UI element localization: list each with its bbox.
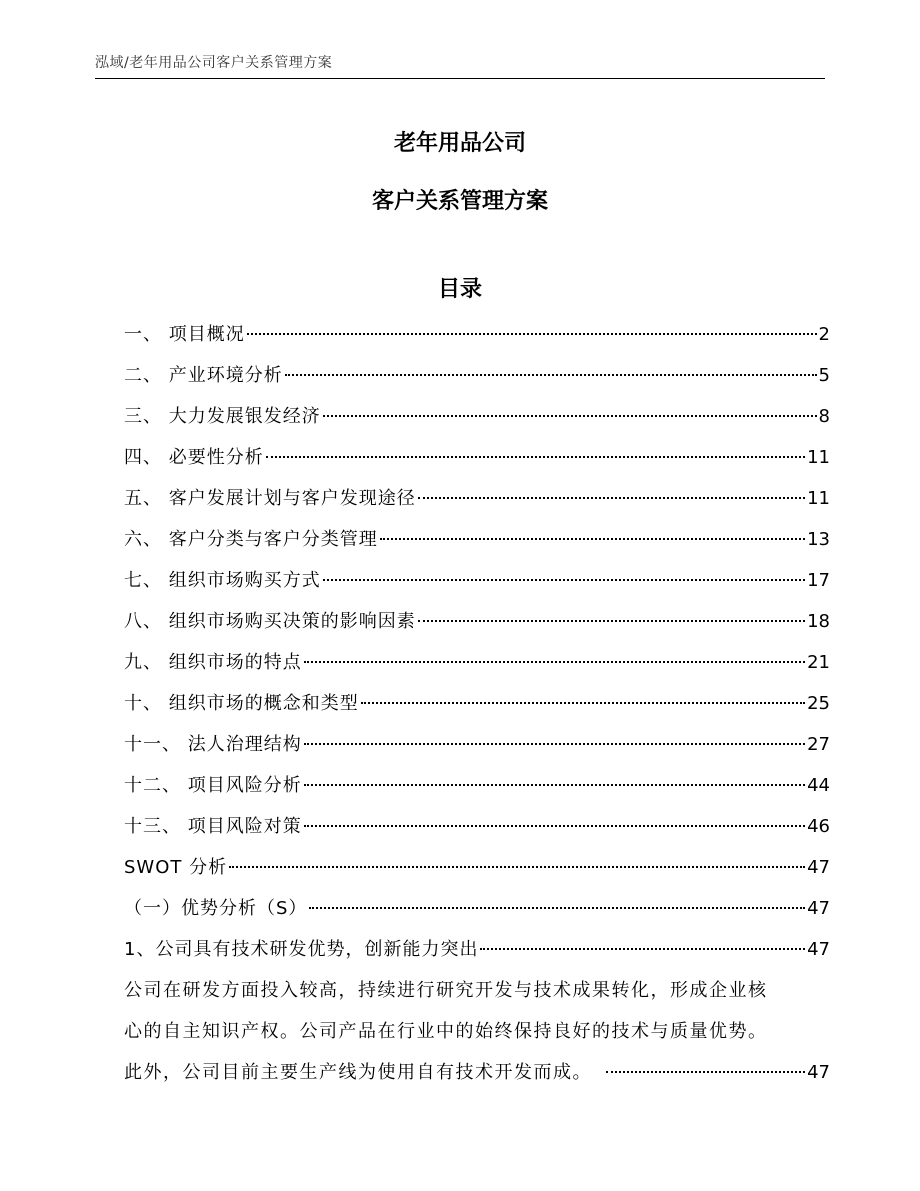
toc-entry-page: 46: [807, 816, 830, 837]
document-subtitle: 客户关系管理方案: [371, 189, 548, 214]
toc-entry-page: 2: [818, 324, 830, 345]
toc-entry-label: 一、 项目概况: [124, 324, 245, 345]
running-header: 泓域/老年用品公司客户关系管理方案: [95, 52, 825, 79]
dot-leader: [304, 784, 805, 786]
document-title: 老年用品公司: [393, 131, 526, 156]
dot-leader: [285, 374, 817, 376]
toc-entry[interactable]: [124, 812, 830, 853]
dot-leader: [229, 866, 805, 868]
toc-entry[interactable]: [124, 361, 830, 402]
toc-entry[interactable]: [124, 484, 830, 525]
toc-entry-page: 11: [807, 447, 830, 468]
toc-entry[interactable]: [124, 525, 830, 566]
toc-entry[interactable]: [124, 443, 830, 484]
toc-entry[interactable]: [124, 320, 830, 361]
toc-entry[interactable]: [124, 730, 830, 771]
toc-entry-page: 21: [807, 652, 830, 673]
toc-entry-page: 47: [807, 857, 830, 878]
dot-leader: [266, 456, 805, 458]
toc-entry[interactable]: [124, 402, 830, 443]
dot-leader: [418, 497, 805, 499]
dot-leader: [380, 538, 805, 540]
dot-leader: [247, 333, 817, 335]
toc-entry[interactable]: [124, 771, 830, 812]
toc-entry-label: 十一、 法人治理结构: [124, 734, 302, 755]
dot-leader: [309, 907, 805, 909]
toc-entry[interactable]: [124, 1058, 830, 1099]
toc-entry-page: 18: [807, 611, 830, 632]
toc-entry-label: 六、 客户分类与客户分类管理: [124, 529, 378, 550]
toc-entry-label: 八、 组织市场购买决策的影响因素: [124, 611, 416, 632]
toc-entry-page: 47: [807, 898, 830, 919]
toc-entry[interactable]: [124, 935, 830, 976]
toc-entry-page: 8: [818, 406, 830, 427]
toc-entry-label: 十三、 项目风险对策: [124, 816, 302, 837]
toc-entry-label: （一）优势分析（S）: [124, 898, 308, 919]
dot-leader: [480, 948, 805, 950]
dot-leader: [606, 1071, 805, 1073]
toc-entry-page: 27: [807, 734, 830, 755]
toc-entry-label: 十二、 项目风险分析: [124, 775, 302, 796]
toc-entry[interactable]: [124, 566, 830, 607]
toc-entry[interactable]: [124, 894, 830, 935]
toc-entry-page: 47: [807, 1062, 830, 1083]
toc-entry-page: 13: [807, 529, 830, 550]
toc-entry-label: 二、 产业环境分析: [124, 365, 283, 386]
toc-entry[interactable]: [124, 648, 830, 689]
toc-entry-label: SWOT 分析: [124, 857, 228, 878]
toc-entry[interactable]: [124, 853, 830, 894]
table-of-contents: [124, 320, 830, 1099]
toc-heading: 目录: [437, 277, 482, 302]
toc-entry-page: 5: [818, 365, 830, 386]
toc-entry-page: 44: [807, 775, 830, 796]
toc-entry-label: 十、 组织市场的概念和类型: [124, 693, 359, 714]
toc-entry[interactable]: [124, 607, 830, 648]
toc-entry-page: 17: [807, 570, 830, 591]
toc-entry-page: 47: [807, 939, 830, 960]
dot-leader: [304, 743, 805, 745]
dot-leader: [361, 702, 805, 704]
toc-paragraph-line: 此外，公司目前主要生产线为使用自有技术开发而成。: [124, 1062, 592, 1083]
toc-entry-label: 五、 客户发展计划与客户发现途径: [124, 488, 416, 509]
toc-entry-label: 九、 组织市场的特点: [124, 652, 302, 673]
dot-leader: [323, 415, 817, 417]
dot-leader: [304, 825, 805, 827]
dot-leader: [418, 620, 805, 622]
toc-paragraph-line: 公司在研发方面投入较高，持续进行研究开发与技术成果转化，形成企业核: [124, 980, 768, 1001]
toc-entry-label: 七、 组织市场购买方式: [124, 570, 321, 591]
toc-entry-page: 25: [807, 693, 830, 714]
toc-entry-label: 1、公司具有技术研发优势，创新能力突出: [124, 939, 479, 960]
dot-leader: [304, 661, 805, 663]
dot-leader: [323, 579, 805, 581]
toc-entry-label: 三、 大力发展银发经济: [124, 406, 321, 427]
toc-paragraph-line: 心的自主知识产权。公司产品在行业中的始终保持良好的技术与质量优势。: [124, 1021, 768, 1042]
toc-entry[interactable]: [124, 689, 830, 730]
toc-entry-page: 11: [807, 488, 830, 509]
toc-entry-label: 四、 必要性分析: [124, 447, 264, 468]
